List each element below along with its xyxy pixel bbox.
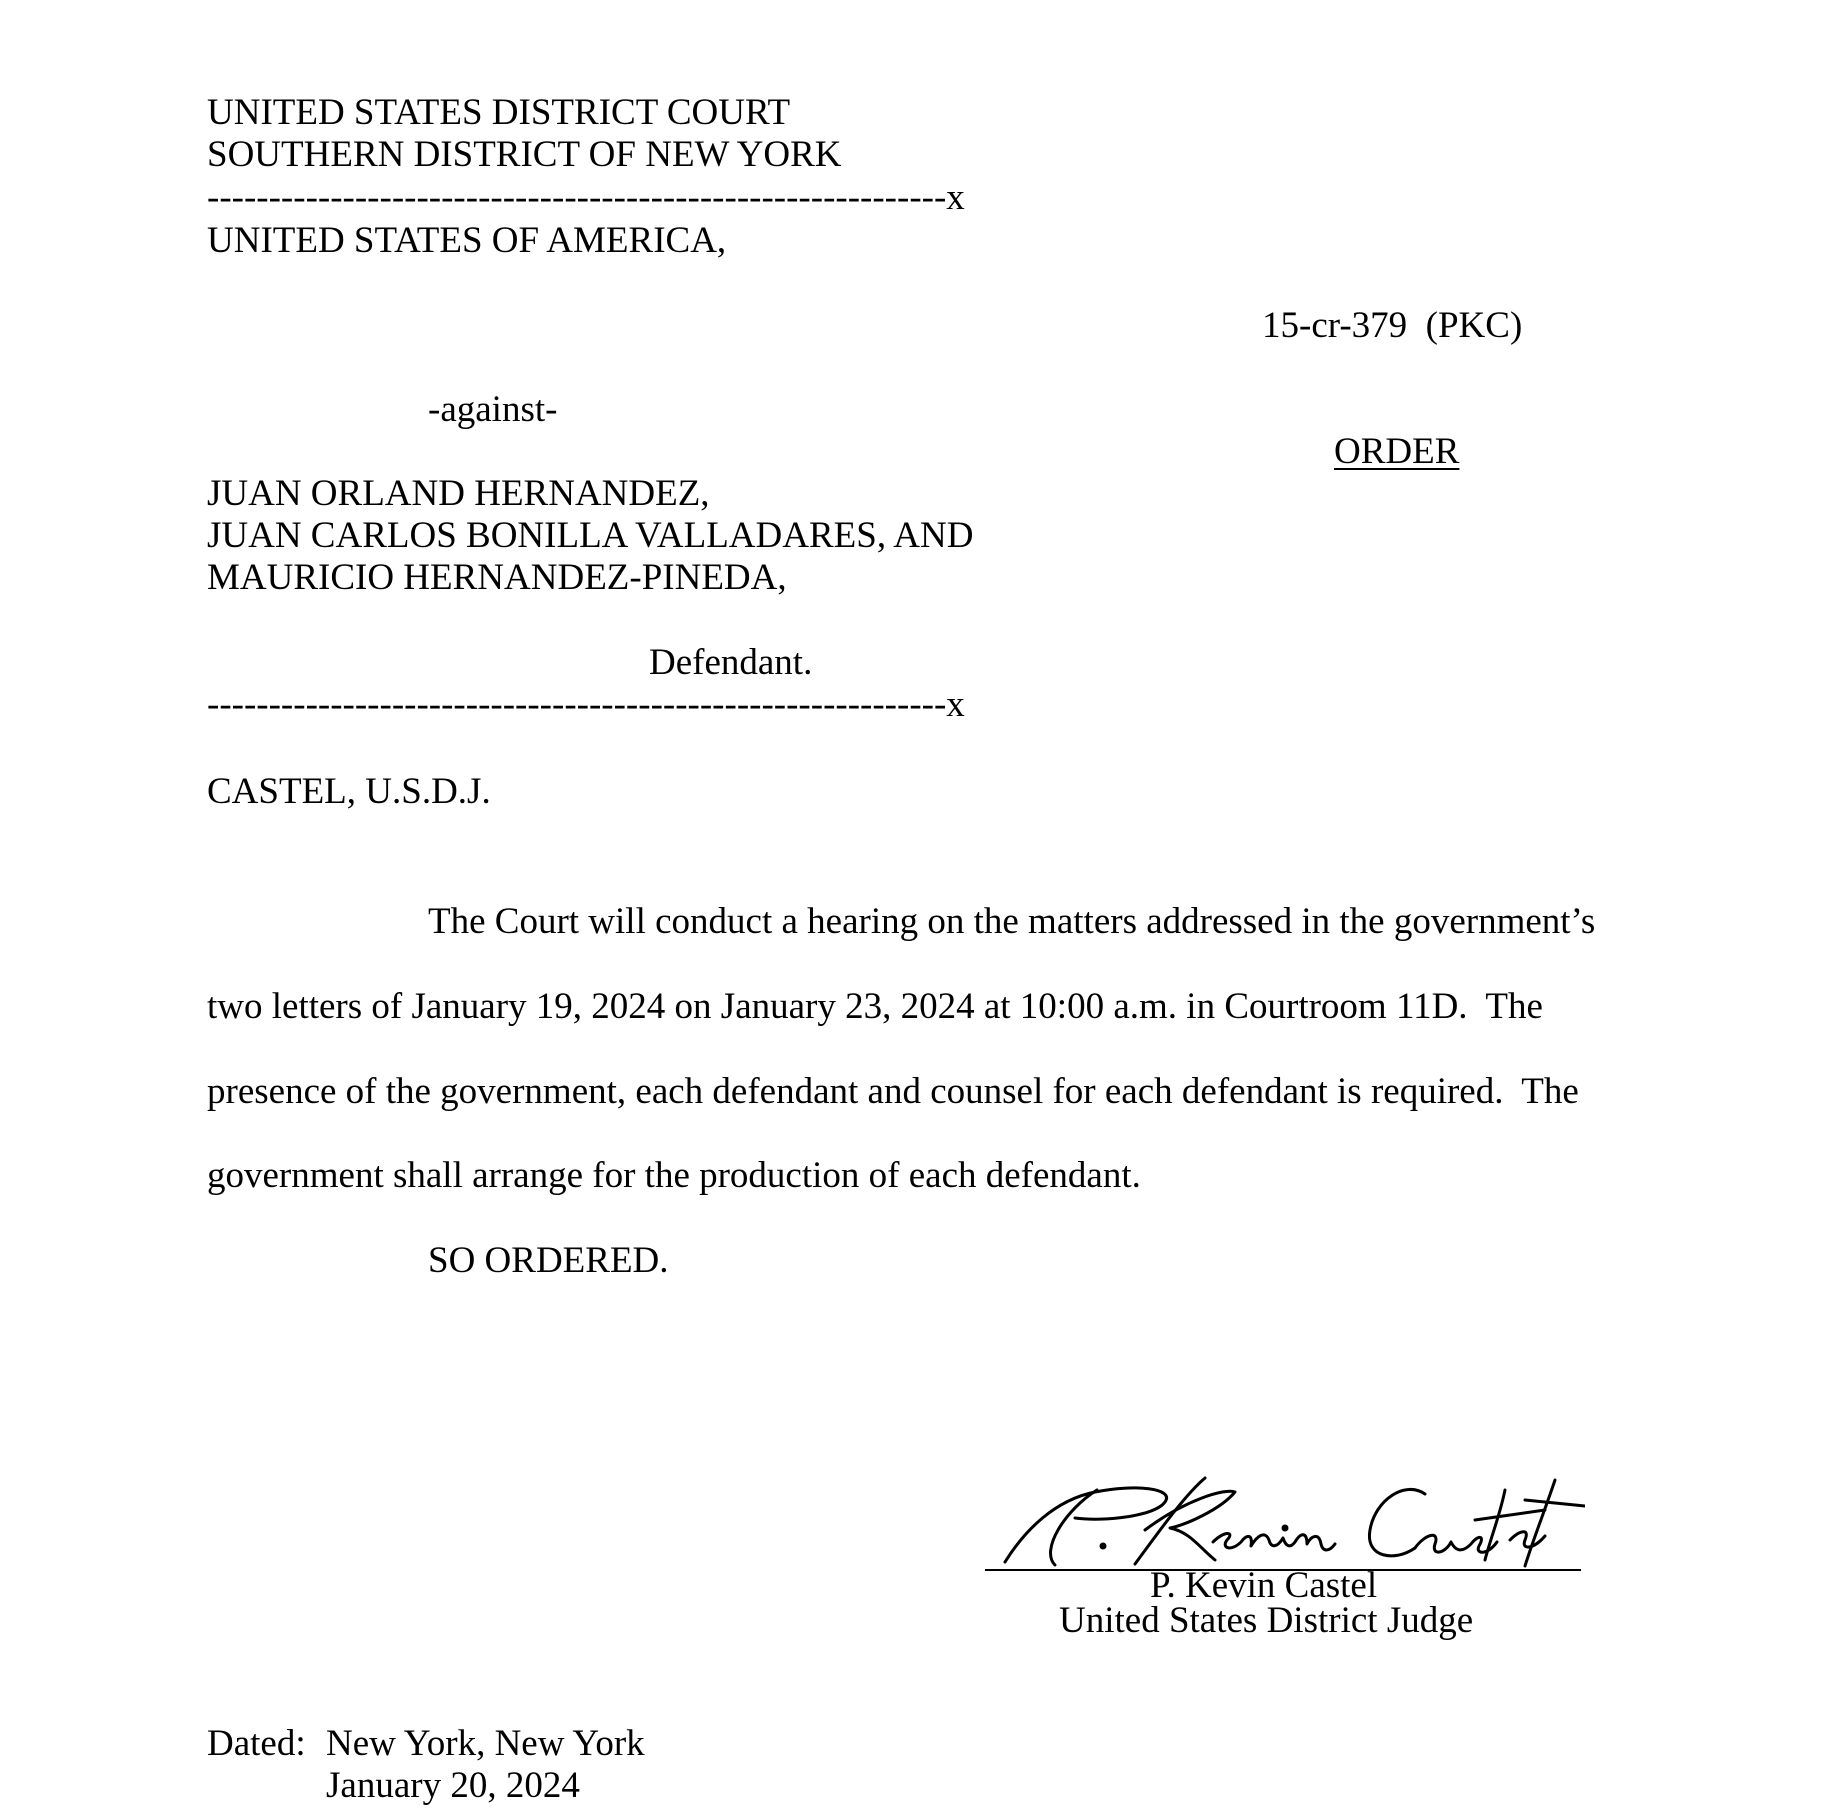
judge-title: United States District Judge — [1059, 1600, 1474, 1641]
defendant-name-3: MAURICIO HERNANDEZ-PINEDA, — [207, 557, 787, 598]
dated-place: New York, New York — [326, 1723, 645, 1764]
document-title: ORDER — [1334, 431, 1460, 472]
defendant-name-1: JUAN ORLAND HERNANDEZ, — [207, 473, 710, 514]
caption-top-separator: ------------------------------------------------------------x — [207, 177, 965, 218]
court-name-line-1: UNITED STATES DISTRICT COURT — [207, 92, 791, 133]
court-name-line-2: SOUTHERN DISTRICT OF NEW YORK — [207, 134, 842, 175]
defendant-label: Defendant. — [649, 642, 813, 683]
caption-bottom-separator: ------------------------------------------------------------x — [207, 684, 965, 725]
against-label: -against- — [428, 389, 558, 430]
case-number: 15-cr-379 (PKC) — [1262, 305, 1523, 346]
defendant-name-2: JUAN CARLOS BONILLA VALLADARES, AND — [207, 515, 974, 556]
so-ordered: SO ORDERED. — [428, 1240, 669, 1281]
dated-label: Dated: — [207, 1723, 306, 1764]
plaintiff-name: UNITED STATES OF AMERICA, — [207, 220, 727, 261]
body-line-3: presence of the government, each defendant and counsel for each defendant is required. The — [207, 1071, 1579, 1112]
judge-name: P. Kevin Castel — [1150, 1565, 1378, 1606]
body-line-4: government shall arrange for the production of each defendant. — [207, 1155, 1141, 1196]
body-line-1: The Court will conduct a hearing on the matters addressed in the government’s — [428, 901, 1596, 942]
judge-header: CASTEL, U.S.D.J. — [207, 771, 491, 812]
dated-date: January 20, 2024 — [326, 1765, 580, 1806]
handwritten-signature — [985, 1470, 1585, 1570]
body-line-2: two letters of January 19, 2024 on January 23, 2024 at 10:00 a.m. in Courtroom 11D. The — [207, 986, 1543, 1027]
